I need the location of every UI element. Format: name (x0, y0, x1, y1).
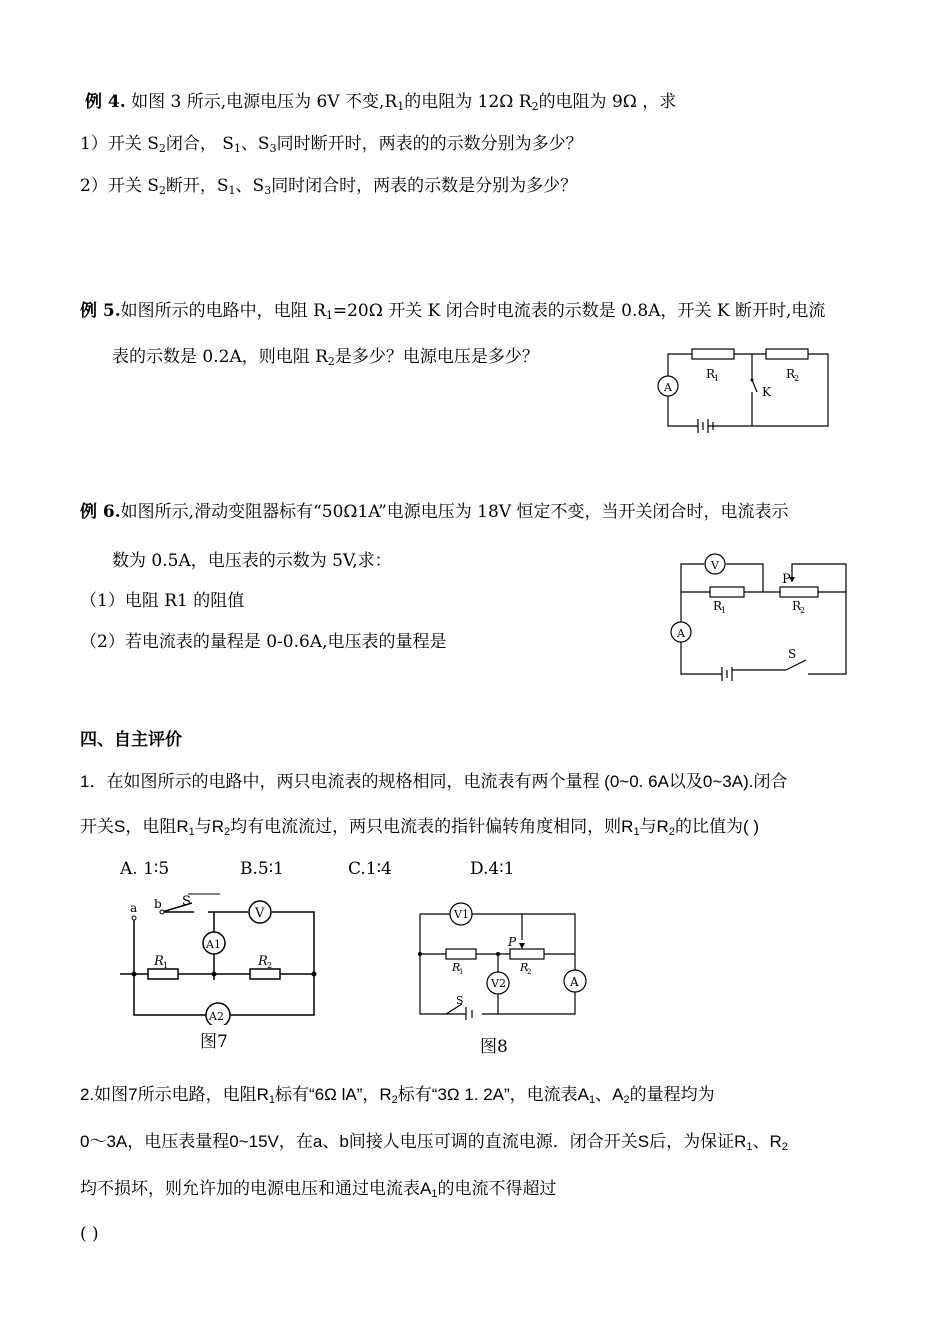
rheostat-r2 (780, 587, 818, 597)
switch-s (786, 660, 806, 670)
terminal-a-label: a (130, 901, 138, 915)
ammeter-label: A (570, 975, 579, 989)
battery (466, 1007, 472, 1020)
example-5-line-1: 例 5.如图所示的电路中，电阻 $R_1=20\Omega$ 开关 K 闭合时电流表的示数是 0.8A，开关 K 断开时,电流 (80, 301, 826, 322)
slider-p-label: P (782, 572, 791, 587)
svg-text:1: 1 (714, 374, 720, 383)
resistor-r1 (692, 349, 734, 359)
ammeter-label: A (677, 627, 685, 640)
svg-text:2: 2 (267, 961, 273, 970)
voltmeter-label: V (711, 559, 719, 572)
resistor-r1 (148, 969, 178, 979)
slider-p-label: P (508, 935, 517, 949)
k-label: K (762, 385, 771, 399)
example-6-question-1: （1）电阻 R1 的阻值 (80, 591, 245, 611)
svg-text:1: 1 (721, 606, 727, 615)
problem-2-line-2: 0～3A，电压表量程0~15V，在a、b间接人电压可调的直流电源．闭合开关S后，为保证$R_1$、$R_2$ (80, 1132, 788, 1153)
r2-label: R (792, 599, 802, 613)
switch-k (752, 380, 757, 392)
resistor-r2 (250, 969, 280, 979)
option-b: B.5∶1 (240, 859, 284, 879)
example-4-question-1: 1）开关 $S_2$闭合， $S_1$、$S_3$同时断开时，两表的的示数分别为多少？ (80, 134, 583, 155)
figure-8-caption: 图8 (480, 1037, 508, 1057)
s-label: S (456, 994, 464, 1007)
svg-text:2: 2 (800, 606, 806, 615)
figure-7-caption: 图7 (200, 1032, 228, 1052)
switch-s-label: S (182, 894, 191, 909)
svg-text:2: 2 (794, 374, 800, 383)
rheostat-r2 (510, 949, 544, 959)
r1-label: R (154, 954, 164, 969)
figure-8-circuit-diagram (410, 900, 590, 1020)
problem-2-line-3: 均不损坏，则允许加的电源电压和通过电流表$A_1$的电流不得超过 (80, 1179, 557, 1200)
ammeter-a2-label: A2 (209, 1010, 224, 1023)
option-d: D.4∶1 (470, 859, 515, 879)
example-6-question-2: （2）若电流表的量程是 0-0.6A,电压表的量程是 (80, 632, 447, 652)
svg-text:1: 1 (163, 961, 169, 970)
ammeter-a1-label: A1 (206, 938, 221, 951)
problem-2-answer-blank: ( ) (80, 1224, 99, 1244)
svg-text:1: 1 (459, 968, 464, 976)
example-4-question-2: 2）开关 $S_2$断开，$S_1$、$S_3$同时闭合时，两表的示数是分别为多少？ (80, 176, 578, 197)
r2-label: R (258, 954, 268, 969)
example-4-line-1: 例 4. 如图 3 所示,电源电压为 6V 不变$,R_1$的电阻为 12Ω $R_2$的电阻为 9Ω ，求 (85, 92, 677, 113)
example-6-line-1: 例 6.如图所示,滑动变阻器标有“50Ω1A”电源电压为 18V 恒定不变，当开关闭合时，电流表示 (80, 502, 789, 522)
resistor-r2 (766, 349, 808, 359)
problem-1-line-2: 开关S，电阻$R_1$与$R_2$均有电流流过，两只电流表的指针偏转角度相同，则$R_1$与$R_2$的比值为( ) (80, 817, 760, 838)
r1-label: R (706, 367, 716, 381)
r2-label: R (520, 961, 529, 974)
resistor-r1 (446, 949, 476, 959)
example-5-circuit-diagram (650, 340, 840, 440)
resistor-r1 (710, 587, 744, 597)
voltmeter-v2-label: V2 (491, 977, 506, 990)
voltmeter-v1-label: V1 (454, 908, 469, 921)
option-c: C.1∶4 (348, 859, 392, 879)
ammeter-label: A (664, 381, 672, 394)
s-label: S (788, 647, 797, 661)
r1-label: R (713, 599, 723, 613)
battery (722, 667, 732, 681)
terminal-b-label: b (154, 897, 162, 911)
voltmeter-label: V (255, 906, 265, 921)
option-a: A. 1∶5 (120, 859, 170, 879)
problem-1-line-1: 1．在如图所示的电路中，两只电流表的规格相同，电流表有两个量程 (0~0. 6A以及0~3A).闭合 (80, 772, 788, 791)
figure-7-circuit-diagram (110, 890, 330, 1025)
example-5-line-2: 表的示数是 0.2A，则电阻 $R_2$是多少？电源电压是多少？ (112, 347, 539, 368)
problem-2-line-1: 2.如图7所示电路，电阻$R_1$标有“6Ω lA”，$R_2$标有“3Ω 1. 2A”，电流表$A_1$、$A_2$的量程均为 (80, 1085, 715, 1106)
r1-label: R (452, 961, 461, 974)
example-6-circuit-diagram (668, 546, 858, 686)
svg-text:2: 2 (527, 968, 532, 976)
example-6-line-2: 数为 0.5A，电压表的示数为 5V,求： (112, 551, 392, 571)
r2-label: R (786, 367, 796, 381)
section-title: 四、自主评价 (80, 730, 182, 750)
